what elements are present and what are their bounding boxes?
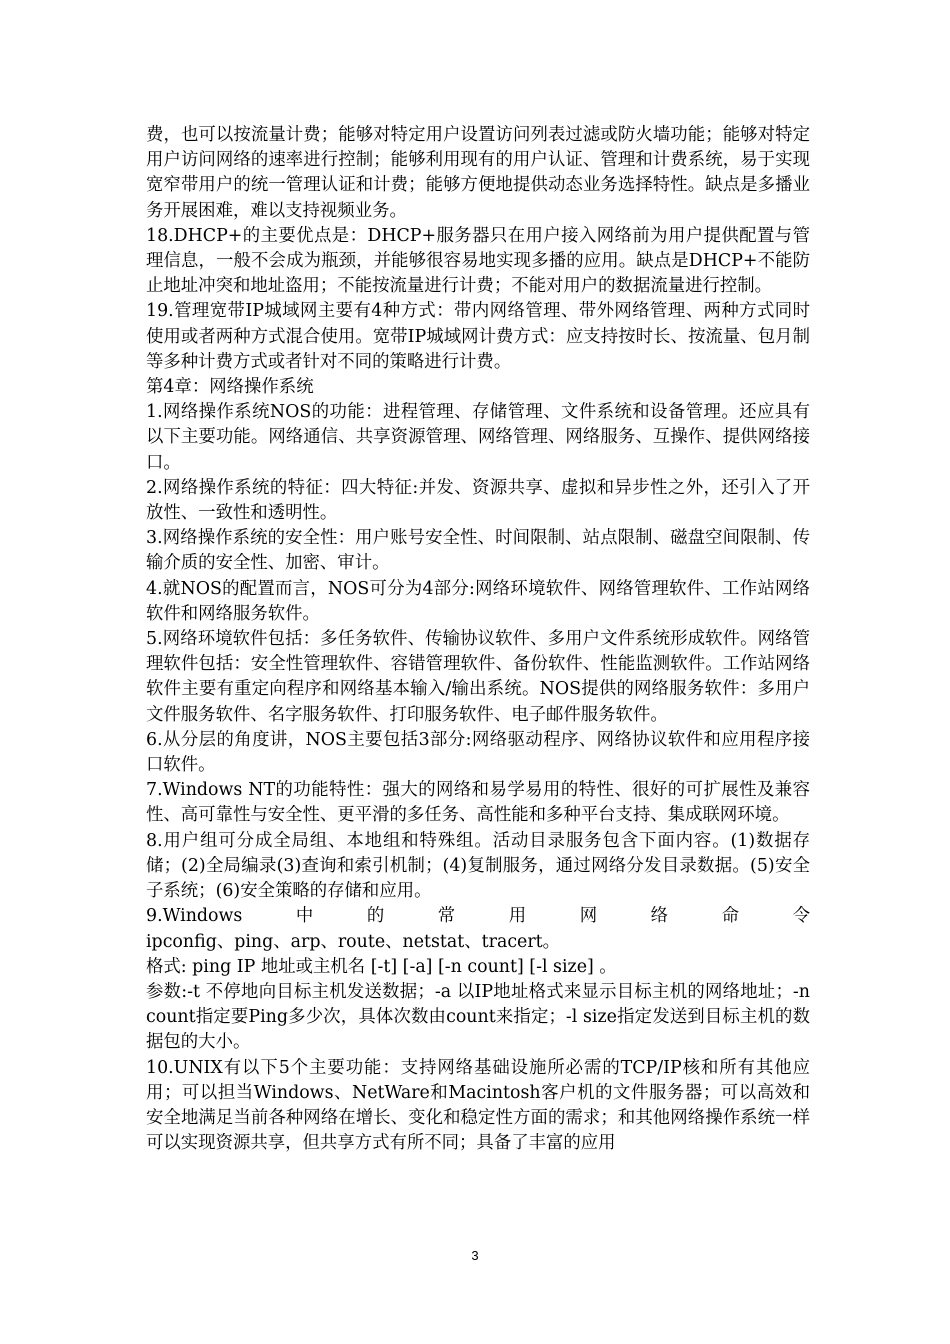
chapter-heading: 第4章：网络操作系统 [146, 377, 314, 398]
paragraph: 8.用户组可分成全局组、本地组和特殊组。活动目录服务包含下面内容。(1)数据存储；(2)全局编录(3)查询和索引机制；(4)复制服务，通过网络分发目录数据。(5)安全子系统；(6)安全策略的存储和应用。 [146, 830, 810, 902]
item9-word: 络 [650, 906, 669, 927]
paragraph: 5.网络环境软件包括：多任务软件、传输协议软件、多用户文件系统形成软件。网络管理软件包括：安全性管理软件、容错管理软件、备份软件、性能监测软件。工作站网络软件主要有重定向程序和网络基本输入/输出系统。NOS提供的网络服务软件：多用户文件服务软件、名字服务软件、打印服务软件、电子邮件服务软件。 [146, 629, 810, 725]
paragraph: ipconfig、ping、arp、route、netstat、tracert。 [146, 931, 561, 952]
paragraph: 6.从分层的角度讲，NOS主要包括3部分:网络驱动程序、网络协议软件和应用程序接口软件。 [146, 729, 810, 776]
paragraph: 19.管理宽带IP城域网主要有4种方式：带内网络管理、带外网络管理、两种方式同时使用或者两种方式混合使用。宽带IP城域网计费方式：应支持按时长、按流量、包月制等多种计费方式或者针对不同的策略进行计费。 [146, 301, 810, 372]
item9-word: 网 [579, 906, 598, 927]
item9-word: 命 [721, 906, 740, 927]
item9-word: 用 [508, 906, 527, 927]
paragraph: 2.网络操作系统的特征：四大特征:并发、资源共享、虚拟和异步性之外，还引入了开放性、一致性和透明性。 [146, 477, 810, 524]
item9-word: 9.Windows [146, 906, 243, 927]
item9-word: 的 [366, 906, 385, 927]
paragraph: 费，也可以按流量计费；能够对特定用户设置访问列表过滤或防火墙功能；能够对特定用户访问网络的速率进行控制；能够利用现有的用户认证、管理和计费系统，易于实现宽窄带用户的统一管理认证和计费；能够方便地提供动态业务选择特性。缺点是多播业务开展困难，难以支持视频业务。 [146, 125, 810, 221]
paragraph: 参数:-t 不停地向目标主机发送数据；-a 以IP地址格式来显示目标主机的网络地址；-n count指定要Ping多少次，具体次数由count来指定；-l size指定发送到目标主机的数据包的大小。 [146, 981, 810, 1053]
paragraph: 4.就NOS的配置而言，NOS可分为4部分:网络环境软件、网络管理软件、工作站网络软件和网络服务软件。 [146, 578, 810, 624]
paragraph: 10.UNIX有以下5个主要功能：支持网络基础设施所必需的TCP/IP核和所有其他应用；可以担当Windows、NetWare和Macintosh客户机的文件服务器；可以高效和安全地满足当前各种网络在增长、变化和稳定性方面的需求；和其他网络操作系统一样可以实现资源共享，但共享方式有所不同；具备了丰富的应用 [146, 1057, 810, 1154]
item9-word: 中 [295, 906, 314, 927]
page-number: 3 [471, 1248, 479, 1263]
paragraph: 1.网络操作系统NOS的功能：进程管理、存储管理、文件系统和设备管理。还应具有以下主要功能。网络通信、共享资源管理、网络管理、网络服务、互操作、提供网络接口。 [146, 402, 810, 473]
item9-word: 令 [792, 906, 810, 927]
paragraph: 3.网络操作系统的安全性：用户账号安全性、时间限制、站点限制、磁盘空间限制、传输介质的安全性、加密、审计。 [146, 528, 810, 574]
item9-heading-line [146, 904, 810, 929]
document-body [146, 123, 810, 1156]
paragraph: 格式: ping IP 地址或主机名 [-t] [-a] [-n count] [-l size] 。 [146, 956, 617, 977]
item9-word: 常 [437, 906, 456, 927]
paragraph: 7.Windows NT的功能特性：强大的网络和易学易用的特性、很好的可扩展性及兼容性、高可靠性与安全性、更平滑的多任务、高性能和多种平台支持、集成联网环境。 [146, 780, 810, 826]
paragraph: 18.DHCP+的主要优点是：DHCP+服务器只在用户接入网络前为用户提供配置与管理信息，一般不会成为瓶颈，并能够很容易地实现多播的应用。缺点是DHCP+不能防止地址冲突和地址盗用；不能按流量进行计费；不能对用户的数据流量进行控制。 [146, 225, 810, 297]
